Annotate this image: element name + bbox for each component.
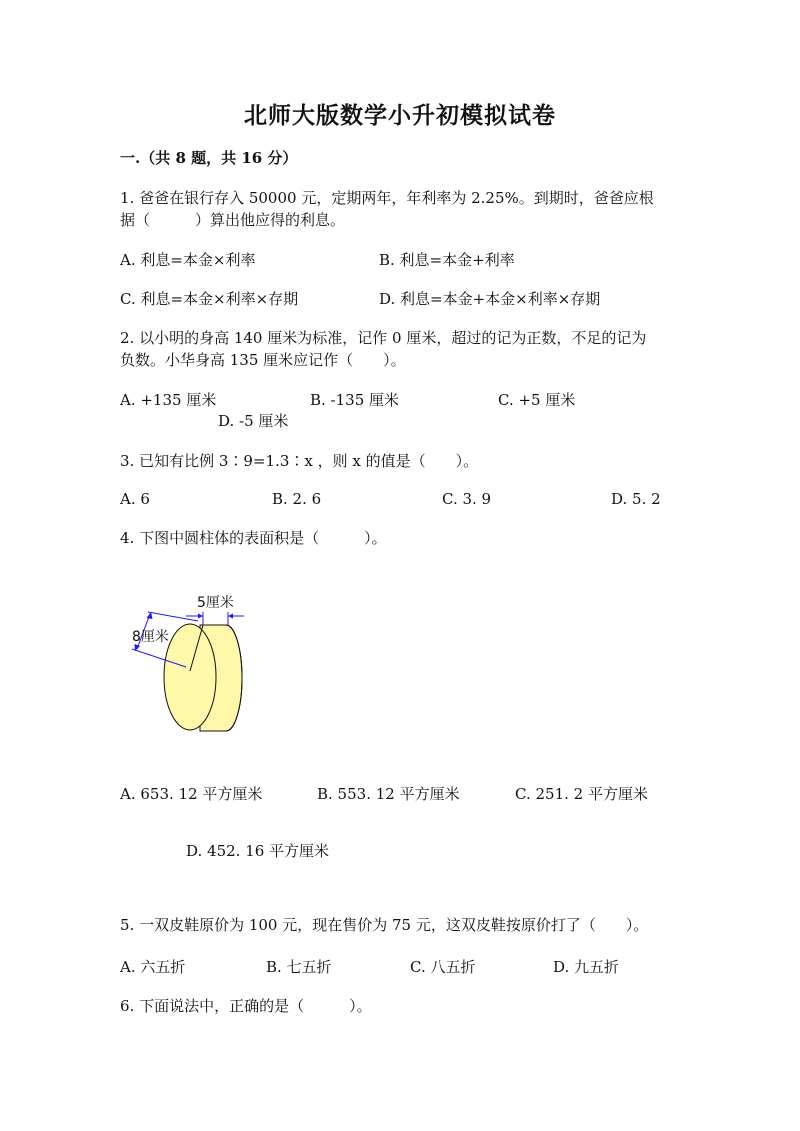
question-3-option-c[interactable]: C. 3. 9	[442, 490, 492, 508]
question-3-option-b[interactable]: B. 2. 6	[272, 490, 322, 508]
question-4-option-b[interactable]: B. 553. 12 平方厘米	[317, 785, 460, 803]
question-1-option-d[interactable]: D. 利息=本金+本金×利率×存期	[379, 290, 601, 308]
cylinder-figure	[120, 585, 260, 735]
cylinder-front-face	[164, 624, 216, 730]
radius-label: 5厘米	[197, 595, 234, 611]
question-5-option-a[interactable]: A. 六五折	[120, 958, 186, 976]
question-2-option-c[interactable]: C. +5 厘米	[498, 391, 576, 409]
question-3-line-1: 3. 已知有比例 3∶9=1.3∶x ，则 x 的值是（ ）。	[120, 452, 479, 470]
question-2-option-d[interactable]: D. -5 厘米	[218, 412, 289, 430]
question-1-option-c[interactable]: C. 利息=本金×利率×存期	[120, 290, 299, 308]
question-3-option-d[interactable]: D. 5. 2	[611, 490, 661, 508]
question-1-line-2: 据（ ）算出他应得的利息。	[120, 211, 346, 229]
question-6-line-1: 6. 下面说法中，正确的是（ ）。	[120, 997, 372, 1015]
question-4-option-c[interactable]: C. 251. 2 平方厘米	[515, 785, 648, 803]
section-heading: 一.（共 8 题，共 16 分）	[120, 149, 298, 167]
height-label: 8厘米	[132, 629, 169, 645]
question-4-line-1: 4. 下图中圆柱体的表面积是（ ）。	[120, 529, 387, 547]
question-5-line-1: 5. 一双皮鞋原价为 100 元，现在售价为 75 元，这双皮鞋按原价打了（ ）。	[120, 916, 649, 934]
question-1-option-a[interactable]: A. 利息=本金×利率	[120, 251, 256, 269]
question-2-line-1: 2. 以小明的身高 140 厘米为标准，记作 0 厘米，超过的记为正数，不足的记为	[120, 329, 647, 347]
question-4-option-a[interactable]: A. 653. 12 平方厘米	[120, 785, 263, 803]
question-5-option-b[interactable]: B. 七五折	[266, 958, 332, 976]
question-4-option-d[interactable]: D. 452. 16 平方厘米	[186, 842, 330, 860]
page-title: 北师大版数学小升初模拟试卷	[244, 102, 556, 129]
question-1-option-b[interactable]: B. 利息=本金+利率	[379, 251, 515, 269]
question-5-option-c[interactable]: C. 八五折	[410, 958, 476, 976]
question-2-line-2: 负数。小华身高 135 厘米应记作（ ）。	[120, 351, 406, 369]
question-1-line-1: 1. 爸爸在银行存入 50000 元，定期两年，年利率为 2.25%。到期时，爸爸应根	[120, 189, 654, 207]
question-5-option-d[interactable]: D. 九五折	[553, 958, 620, 976]
question-2-option-a[interactable]: A. +135 厘米	[120, 391, 217, 409]
question-2-option-b[interactable]: B. -135 厘米	[310, 391, 400, 409]
question-3-option-a[interactable]: A. 6	[120, 490, 150, 508]
